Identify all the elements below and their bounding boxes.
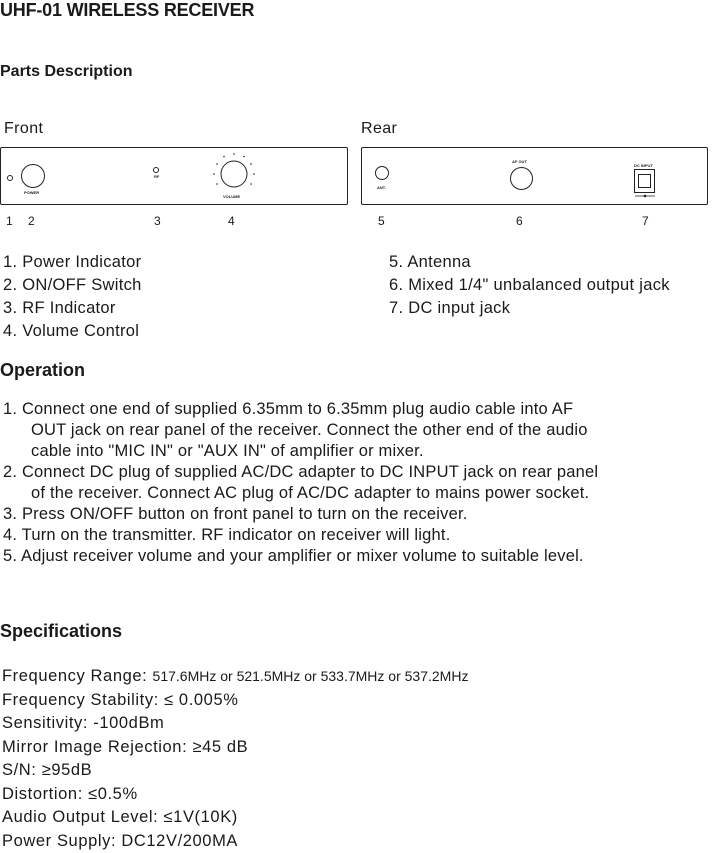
operation-step: 5. Adjust receiver volume and your amplifier or mixer volume to suitable level. <box>3 546 598 567</box>
spec-row: Power Supply: DC12V/200MA <box>2 830 468 853</box>
spec-row: S/N: ≥95dB <box>2 759 468 783</box>
power-text: POWER <box>24 190 39 195</box>
specifications-list <box>2 665 468 853</box>
operation-step: 4. Turn on the transmitter. RF indicator on receiver will light. <box>3 525 598 546</box>
front-label: Front <box>4 120 43 138</box>
volume-text: VOLUME <box>223 194 240 199</box>
parts-list-right <box>389 251 670 320</box>
part-item: 5. Antenna <box>389 251 670 274</box>
spec-row: Audio Output Level: ≤1V(10K) <box>2 806 468 830</box>
spec-row: Frequency Range: 517.6MHz or 521.5MHz or 533.7MHz or 537.2MHz <box>2 665 468 689</box>
rear-number-5: 5 <box>378 214 385 228</box>
part-item: 7. DC input jack <box>389 297 670 320</box>
dc-polarity-icon <box>633 193 657 199</box>
parts-list-left <box>3 251 142 343</box>
rear-number-7: 7 <box>642 214 649 228</box>
rear-number-6: 6 <box>516 214 523 228</box>
rear-panel <box>361 147 708 205</box>
specifications-heading: Specifications <box>0 621 122 642</box>
dc-input-text: DC INPUT <box>634 163 653 168</box>
operation-heading: Operation <box>0 360 85 381</box>
af-out-jack-icon <box>510 167 533 190</box>
af-out-text: AF OUT <box>512 159 527 164</box>
antenna-icon <box>375 166 389 180</box>
spec-row: Distortion: ≤0.5% <box>2 783 468 807</box>
ant-text: ANT. <box>377 185 386 190</box>
dc-input-jack-icon <box>634 169 655 193</box>
operation-step: 1. Connect one end of supplied 6.35mm to 6.35mm plug audio cable into AF OUT jack on rear panel of the receiver. Connect the other end of the audio cable into "MIC IN" or "AUX IN" of amplifier or mixer. <box>3 399 598 462</box>
spec-row: Sensitivity: -100dBm <box>2 712 468 736</box>
front-number-3: 3 <box>154 214 161 228</box>
front-number-1: 1 <box>6 214 13 228</box>
front-number-2: 2 <box>28 214 35 228</box>
part-item: 4. Volume Control <box>3 320 142 343</box>
rf-indicator-icon <box>153 167 159 173</box>
volume-knob-icon <box>211 151 257 197</box>
spec-row: Frequency Stability: ≤ 0.005% <box>2 689 468 713</box>
part-item: 1. Power Indicator <box>3 251 142 274</box>
document-title: UHF-01 WIRELESS RECEIVER <box>0 0 254 21</box>
front-number-4: 4 <box>228 214 235 228</box>
part-item: 6. Mixed 1/4" unbalanced output jack <box>389 274 670 297</box>
front-panel <box>0 147 348 205</box>
rear-label: Rear <box>361 120 397 138</box>
operation-step: 2. Connect DC plug of supplied AC/DC adapter to DC INPUT jack on rear panel of the receiver. Connect AC plug of AC/DC adapter to mains power socket. <box>3 462 598 504</box>
rf-text: RF <box>154 174 159 179</box>
part-item: 2. ON/OFF Switch <box>3 274 142 297</box>
parts-heading: Parts Description <box>0 63 132 81</box>
operation-list <box>3 399 598 567</box>
power-indicator-icon <box>7 175 13 181</box>
part-item: 3. RF Indicator <box>3 297 142 320</box>
spec-row: Mirror Image Rejection: ≥45 dB <box>2 736 468 760</box>
operation-step: 3. Press ON/OFF button on front panel to turn on the receiver. <box>3 504 598 525</box>
power-switch-icon <box>21 164 45 188</box>
